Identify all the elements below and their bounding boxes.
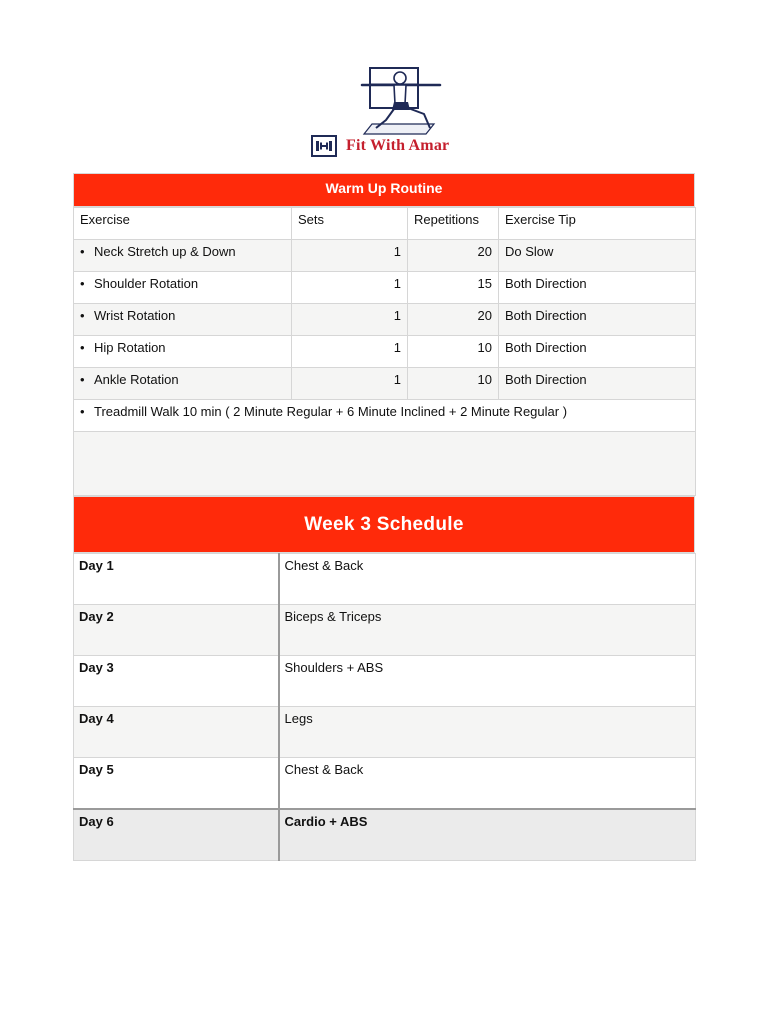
- focus-cell: Shoulders + ABS: [279, 656, 696, 707]
- column-header: Sets: [292, 208, 408, 240]
- reps-cell: 10: [408, 368, 499, 400]
- empty-cell: [74, 432, 696, 496]
- exercise-cell: [74, 240, 292, 272]
- tip-cell: Do Slow: [499, 240, 696, 272]
- sets-cell: 1: [292, 240, 408, 272]
- week-schedule-section: [73, 496, 695, 861]
- yoga-figure-logo: [358, 64, 444, 136]
- bullet: •: [80, 404, 85, 419]
- treadmill-note-text: Treadmill Walk 10 min ( 2 Minute Regular + 6 Minute Inclined + 2 Minute Regular ): [94, 404, 568, 419]
- table-row: [74, 368, 696, 400]
- treadmill-note: [74, 400, 696, 432]
- day-cell: Day 6: [74, 809, 279, 861]
- brand-name: Fit With Amar: [346, 137, 450, 154]
- schedule-row: [74, 707, 696, 758]
- table-row: [74, 240, 696, 272]
- schedule-row: [74, 554, 696, 605]
- tip-cell: Both Direction: [499, 304, 696, 336]
- exercise-cell: [74, 368, 292, 400]
- tip-cell: Both Direction: [499, 368, 696, 400]
- schedule-table: [73, 553, 696, 861]
- reps-cell: 10: [408, 336, 499, 368]
- column-header: Exercise Tip: [499, 208, 696, 240]
- week-title: Week 3 Schedule: [73, 496, 695, 553]
- sets-cell: 1: [292, 336, 408, 368]
- focus-cell: Legs: [279, 707, 696, 758]
- bullet: •: [80, 308, 85, 323]
- sets-cell: 1: [292, 304, 408, 336]
- focus-cell: Chest & Back: [279, 758, 696, 810]
- exercise-name: Hip Rotation: [94, 340, 166, 355]
- warmup-title: Warm Up Routine: [73, 173, 695, 207]
- tip-cell: Both Direction: [499, 336, 696, 368]
- warmup-section: [73, 173, 695, 496]
- exercise-name: Wrist Rotation: [94, 308, 176, 323]
- sets-cell: 1: [292, 368, 408, 400]
- bullet: •: [80, 340, 85, 355]
- table-header-row: [74, 208, 696, 240]
- day-cell: Day 2: [74, 605, 279, 656]
- exercise-name: Ankle Rotation: [94, 372, 179, 387]
- day-cell: Day 5: [74, 758, 279, 810]
- exercise-cell: [74, 272, 292, 304]
- table-row: [74, 336, 696, 368]
- reps-cell: 15: [408, 272, 499, 304]
- table-row: [74, 304, 696, 336]
- column-header: Repetitions: [408, 208, 499, 240]
- dumbbell-icon: [311, 135, 337, 157]
- table-row: [74, 272, 696, 304]
- bullet: •: [80, 276, 85, 291]
- focus-cell: Cardio + ABS: [279, 809, 696, 861]
- exercise-cell: [74, 304, 292, 336]
- exercise-name: Neck Stretch up & Down: [94, 244, 236, 259]
- focus-cell: Biceps & Triceps: [279, 605, 696, 656]
- treadmill-note-row: [74, 400, 696, 432]
- warmup-table: [73, 207, 696, 496]
- brand-lockup: [311, 134, 449, 158]
- day-cell: Day 1: [74, 554, 279, 605]
- reps-cell: 20: [408, 240, 499, 272]
- schedule-row: [74, 656, 696, 707]
- tip-cell: Both Direction: [499, 272, 696, 304]
- day-cell: Day 4: [74, 707, 279, 758]
- schedule-row: [74, 758, 696, 810]
- column-header: Exercise: [74, 208, 292, 240]
- exercise-cell: [74, 336, 292, 368]
- focus-cell: Chest & Back: [279, 554, 696, 605]
- bullet: •: [80, 372, 85, 387]
- empty-row: [74, 432, 696, 496]
- sets-cell: 1: [292, 272, 408, 304]
- exercise-name: Shoulder Rotation: [94, 276, 199, 291]
- bullet: •: [80, 244, 85, 259]
- schedule-row: [74, 809, 696, 861]
- schedule-row: [74, 605, 696, 656]
- reps-cell: 20: [408, 304, 499, 336]
- day-cell: Day 3: [74, 656, 279, 707]
